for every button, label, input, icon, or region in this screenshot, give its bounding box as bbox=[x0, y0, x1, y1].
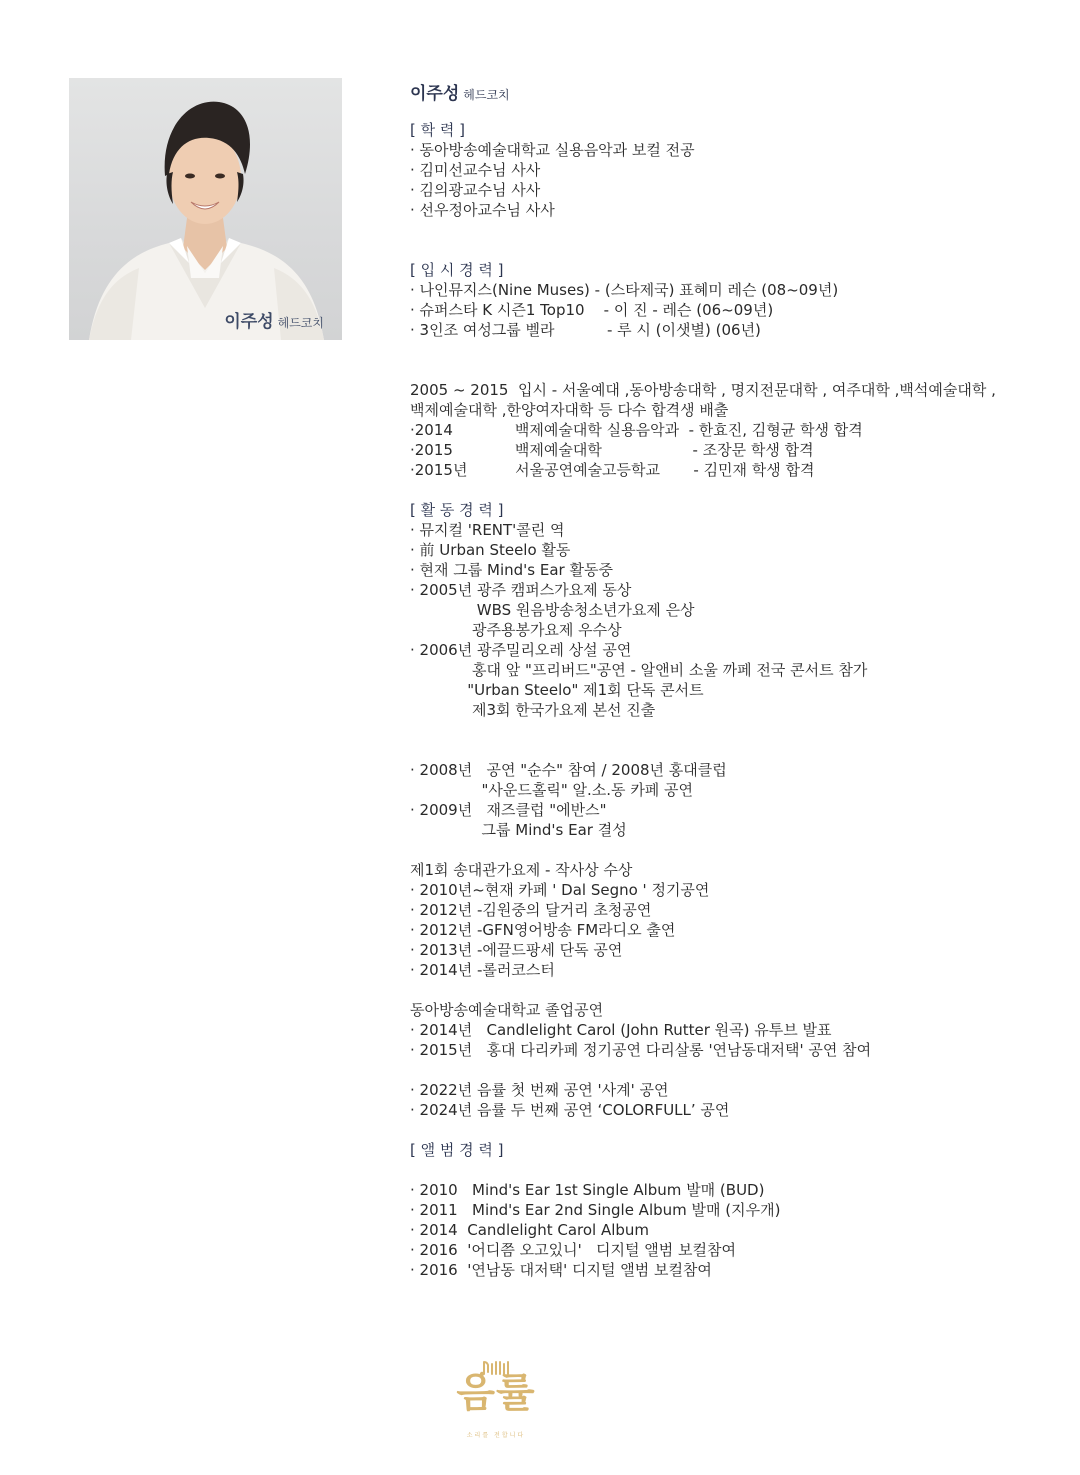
resume-line: · 2014 Candlelight Carol Album bbox=[410, 1221, 650, 1239]
resume-line: · 3인조 여성그룹 벨라 - 루 시 (이샛별) (06년) bbox=[410, 321, 761, 339]
resume-line: · 2015년 홍대 다리카페 정기공연 다리살롱 '연남동대저택' 공연 참여 bbox=[410, 1041, 872, 1059]
header-role: 헤드코치 bbox=[463, 88, 510, 102]
logo-text: 음률 bbox=[456, 1370, 536, 1416]
photo-caption-name: 이주성 bbox=[224, 312, 274, 332]
resume-line: · 동아방송예술대학교 실용음악과 보컬 전공 bbox=[410, 141, 695, 159]
line-spacer bbox=[410, 1060, 1060, 1080]
resume-line: 그룹 Mind's Ear 결성 bbox=[410, 821, 627, 839]
line-spacer bbox=[410, 840, 1060, 860]
resume-line: 광주용봉가요제 우수상 bbox=[410, 621, 622, 639]
resume-line: 제3회 한국가요제 본선 진출 bbox=[410, 701, 656, 719]
resume-line: 제1회 송대관가요제 - 작사상 수상 bbox=[410, 861, 633, 879]
resume-line: 2005 ~ 2015 입시 - 서울예대 ,동아방송대학 , 명지전문대학 , 여주대학 ,백석예술대학 , bbox=[410, 381, 996, 399]
photo-caption-role: 헤드코치 bbox=[277, 316, 324, 330]
brand-logo bbox=[446, 1352, 546, 1452]
resume-header bbox=[410, 82, 1060, 106]
portrait-illustration bbox=[69, 78, 342, 340]
line-spacer bbox=[410, 340, 1060, 380]
resume-line: · 2022년 음률 첫 번째 공연 '사계' 공연 bbox=[410, 1081, 669, 1099]
line-spacer bbox=[410, 220, 1060, 260]
line-spacer bbox=[410, 1120, 1060, 1140]
resume-line: · 2016 '연남동 대저택' 디지털 앨범 보컬참여 bbox=[410, 1261, 712, 1279]
logo-subtitle: 소리를 전합니다 bbox=[466, 1432, 526, 1439]
section-heading: [ 입 시 경 력 ] bbox=[410, 261, 504, 279]
resume-line: · 2012년 -GFN영어방송 FM라디오 출연 bbox=[410, 921, 676, 939]
resume-line: · 2009년 재즈클럽 "에반스" bbox=[410, 801, 607, 819]
profile-photo bbox=[69, 78, 342, 340]
resume-line: · 선우정아교수님 사사 bbox=[410, 201, 555, 219]
resume-line: · 2016 '어디쯤 오고있니' 디지털 앨범 보컬참여 bbox=[410, 1241, 736, 1259]
resume-line: · 김의광교수님 사사 bbox=[410, 181, 541, 199]
resume-lines bbox=[410, 120, 1060, 1280]
section-heading: [ 활 동 경 력 ] bbox=[410, 501, 504, 519]
resume-line: · 2010년~현재 카페 ' Dal Segno ' 정기공연 bbox=[410, 881, 710, 899]
photo-caption bbox=[224, 307, 324, 332]
resume-line: · 2012년 -김원중의 달거리 초청공연 bbox=[410, 901, 652, 919]
resume-line: "Urban Steelo" 제1회 단독 콘서트 bbox=[410, 681, 704, 699]
resume-line: · 나인뮤지스(Nine Muses) - (스타제국) 표혜미 레슨 (08~09년) bbox=[410, 281, 839, 299]
resume-line: · 슈퍼스타 K 시즌1 Top10 - 이 진 - 레슨 (06~09년) bbox=[410, 301, 774, 319]
resume-line: 백제예술대학 ,한양여자대학 등 다수 합격생 배출 bbox=[410, 401, 729, 419]
header-name: 이주성 bbox=[410, 84, 460, 104]
resume-line: · 김미선교수님 사사 bbox=[410, 161, 541, 179]
section-heading: [ 학 력 ] bbox=[410, 121, 465, 139]
line-spacer bbox=[410, 980, 1060, 1000]
resume-line: · 2006년 광주밀리오레 상설 공연 bbox=[410, 641, 632, 659]
resume-line: · 2005년 광주 캠퍼스가요제 동상 bbox=[410, 581, 632, 599]
line-spacer bbox=[410, 720, 1060, 760]
resume-line: · 뮤지컬 'RENT'콜린 역 bbox=[410, 521, 565, 539]
line-spacer bbox=[410, 480, 1060, 500]
resume-line: 홍대 앞 "프리버드"공연 - 알앤비 소울 까페 전국 콘서트 참가 bbox=[410, 661, 868, 679]
section-heading: [ 앨 범 경 력 ] bbox=[410, 1141, 504, 1159]
resume-line: ·2015년 서울공연예술고등학교 - 김민재 학생 합격 bbox=[410, 461, 815, 479]
resume-line: · 2011 Mind's Ear 2nd Single Album 발매 (지우개) bbox=[410, 1201, 781, 1219]
resume-line: · 2014년 Candlelight Carol (John Rutter 원곡) 유투브 발표 bbox=[410, 1021, 832, 1039]
resume-line: ·2014 백제예술대학 실용음악과 - 한효진, 김형균 학생 합격 bbox=[410, 421, 863, 439]
resume-content bbox=[410, 82, 1060, 1280]
resume-line: "사운드홀릭" 알.소.동 카페 공연 bbox=[410, 781, 694, 799]
resume-line: WBS 원음방송청소년가요제 은상 bbox=[410, 601, 695, 619]
resume-line: · 2024년 음률 두 번째 공연 ‘COLORFULL’ 공연 bbox=[410, 1101, 730, 1119]
line-spacer bbox=[410, 1160, 1060, 1180]
resume-line: ·2015 백제예술대학 - 조장문 학생 합격 bbox=[410, 441, 814, 459]
resume-line: · 2008년 공연 "순수" 참여 / 2008년 홍대클럽 bbox=[410, 761, 727, 779]
resume-line: 동아방송예술대학교 졸업공연 bbox=[410, 1001, 604, 1019]
resume-line: · 현재 그룹 Mind's Ear 활동중 bbox=[410, 561, 613, 579]
resume-line: · 2010 Mind's Ear 1st Single Album 발매 (BUD) bbox=[410, 1181, 765, 1199]
resume-line: · 2014년 -롤러코스터 bbox=[410, 961, 555, 979]
resume-line: · 前 Urban Steelo 활동 bbox=[410, 541, 571, 559]
resume-line: · 2013년 -에끌드팡세 단독 공연 bbox=[410, 941, 623, 959]
